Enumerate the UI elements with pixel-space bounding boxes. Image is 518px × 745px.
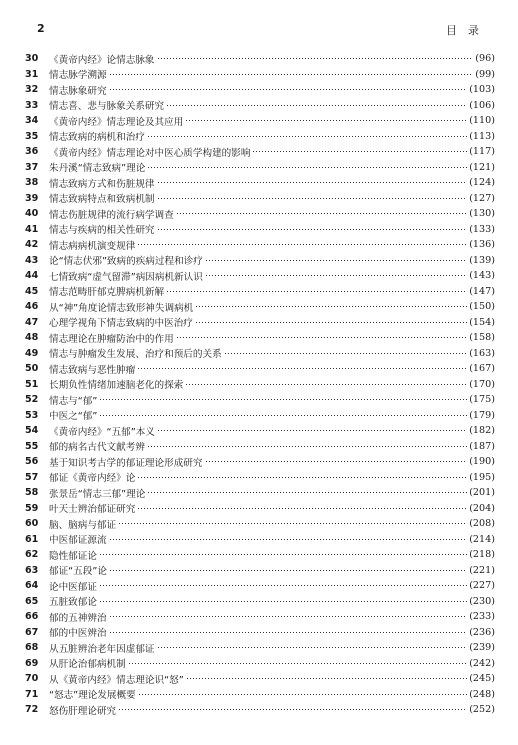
entry-number: 40 xyxy=(25,208,39,220)
entry-title: 朱丹溪“情志致病”理论 xyxy=(49,163,146,175)
entry-title: 长期负性情绪加速脑老化的探索 xyxy=(49,380,184,392)
entry-number: 62 xyxy=(25,549,39,561)
dot-leader xyxy=(137,367,467,370)
entry-number: 48 xyxy=(25,332,39,344)
entry-page-number: (117) xyxy=(469,146,495,158)
dot-leader xyxy=(109,569,467,572)
dot-leader xyxy=(147,166,467,169)
dot-leader xyxy=(137,476,467,479)
dot-leader xyxy=(195,321,467,324)
entry-number: 59 xyxy=(25,502,39,514)
toc-entry[interactable] xyxy=(25,299,495,315)
entry-page-number: (103) xyxy=(469,84,495,96)
entry-title: 情志脉象研究 xyxy=(49,85,107,97)
entry-page-number: (136) xyxy=(469,239,495,251)
dot-leader xyxy=(186,677,468,680)
toc-entry[interactable] xyxy=(25,113,495,129)
toc-entry[interactable] xyxy=(25,485,495,501)
dot-leader xyxy=(99,398,467,401)
entry-page-number: (214) xyxy=(469,533,495,545)
entry-number: 45 xyxy=(25,285,39,297)
entry-page-number: (130) xyxy=(469,208,495,220)
dot-leader xyxy=(99,553,467,556)
dot-leader xyxy=(137,243,467,246)
entry-number: 41 xyxy=(25,223,39,235)
toc-entry[interactable] xyxy=(25,547,495,563)
toc-entry[interactable] xyxy=(25,563,495,579)
toc-entry[interactable] xyxy=(25,160,495,176)
toc-entry[interactable] xyxy=(25,671,495,687)
dot-leader xyxy=(157,197,468,200)
entry-number: 43 xyxy=(25,254,39,266)
entry-title: 情志与疾病的相关性研究 xyxy=(49,225,155,237)
entry-number: 31 xyxy=(25,68,39,80)
toc-entry[interactable] xyxy=(25,609,495,625)
toc-entry[interactable] xyxy=(25,222,495,238)
dot-leader xyxy=(252,150,467,153)
dot-leader xyxy=(166,290,467,293)
entry-title: 《黄帝内经》“五郁”本义 xyxy=(49,426,155,438)
entry-title: 论“情志伏邪”致病的疾病过程和诊疗 xyxy=(49,256,203,268)
entry-page-number: (99) xyxy=(475,68,495,80)
toc-entry[interactable] xyxy=(25,144,495,160)
entry-number: 54 xyxy=(25,425,39,437)
table-of-contents xyxy=(25,51,495,718)
entry-page-number: (239) xyxy=(469,642,495,654)
entry-page-number: (182) xyxy=(469,425,495,437)
entry-title: 郁证“五段”论 xyxy=(49,566,107,578)
entry-title: 中医之“郁” xyxy=(49,411,98,423)
dot-leader xyxy=(147,445,467,448)
toc-entry[interactable] xyxy=(25,377,495,393)
dot-leader xyxy=(118,708,467,711)
entry-title: “怒志”理论发展概要 xyxy=(49,690,136,702)
dot-leader xyxy=(99,600,467,603)
entry-page-number: (96) xyxy=(475,53,495,65)
dot-leader xyxy=(205,460,468,463)
entry-number: 37 xyxy=(25,161,39,173)
entry-title: 隐性郁证论 xyxy=(49,550,97,562)
dot-leader xyxy=(99,414,467,417)
entry-number: 32 xyxy=(25,84,39,96)
entry-title: 怒伤肝理论研究 xyxy=(49,705,117,717)
toc-entry[interactable] xyxy=(25,687,495,703)
entry-page-number: (195) xyxy=(469,471,495,483)
entry-page-number: (163) xyxy=(469,347,495,359)
entry-number: 35 xyxy=(25,130,39,142)
entry-page-number: (124) xyxy=(469,177,495,189)
entry-page-number: (187) xyxy=(469,440,495,452)
entry-page-number: (227) xyxy=(469,580,495,592)
dot-leader xyxy=(118,522,467,525)
entry-number: 67 xyxy=(25,626,39,638)
entry-title: 情志范畴肝郁克脾病机新解 xyxy=(49,287,165,299)
entry-title: 情志致病方式和伤脏规律 xyxy=(49,178,155,190)
dot-leader xyxy=(109,538,468,541)
toc-entry[interactable] xyxy=(25,361,495,377)
entry-title: 情志病病机演变规律 xyxy=(49,240,136,252)
entry-title: 基于知识考古学的郁证理论形成研究 xyxy=(49,457,203,469)
entry-page-number: (233) xyxy=(469,611,495,623)
toc-entry[interactable] xyxy=(25,237,495,253)
toc-entry[interactable] xyxy=(25,51,495,67)
entry-number: 66 xyxy=(25,611,39,623)
entry-page-number: (230) xyxy=(469,595,495,607)
entry-page-number: (121) xyxy=(469,161,495,173)
entry-title: 心理学视角下情志致病的中医治疗 xyxy=(49,318,193,330)
entry-title: 郁的病名古代文献考辨 xyxy=(49,442,145,454)
toc-entry[interactable] xyxy=(25,516,495,532)
toc-entry[interactable] xyxy=(25,423,495,439)
entry-page-number: (133) xyxy=(469,223,495,235)
entry-number: 58 xyxy=(25,487,39,499)
entry-page-number: (221) xyxy=(469,564,495,576)
section-title: 目录 xyxy=(446,24,490,37)
entry-page-number: (170) xyxy=(469,378,495,390)
toc-entry[interactable] xyxy=(25,82,495,98)
entry-number: 46 xyxy=(25,301,39,313)
toc-entry[interactable] xyxy=(25,98,495,114)
entry-title: 情志脉学溯源 xyxy=(49,70,107,82)
entry-number: 39 xyxy=(25,192,39,204)
entry-number: 56 xyxy=(25,456,39,468)
entry-title: 《黄帝内经》情志理论对中医心质学构建的影响 xyxy=(49,147,251,159)
page-header xyxy=(0,22,518,40)
entry-number: 36 xyxy=(25,146,39,158)
dot-leader xyxy=(138,693,467,696)
entry-page-number: (208) xyxy=(469,518,495,530)
dot-leader xyxy=(157,57,474,60)
dot-leader xyxy=(205,274,467,277)
entry-page-number: (252) xyxy=(469,704,495,716)
dot-leader xyxy=(109,631,468,634)
toc-entry[interactable] xyxy=(25,470,495,486)
toc-entry[interactable] xyxy=(25,408,495,424)
entry-number: 30 xyxy=(25,53,39,65)
entry-title: 情志致病特点和致病机制 xyxy=(49,194,155,206)
dot-leader xyxy=(147,491,467,494)
entry-page-number: (179) xyxy=(469,409,495,421)
entry-title: 情志理论在肿瘤防治中的作用 xyxy=(49,333,174,345)
entry-title: 郁证《黄帝内经》论 xyxy=(49,473,136,485)
entry-page-number: (236) xyxy=(469,626,495,638)
entry-page-number: (147) xyxy=(469,285,495,297)
toc-entry[interactable] xyxy=(25,67,495,83)
entry-title: 情志致病的病机和治疗 xyxy=(49,132,145,144)
dot-leader xyxy=(176,212,467,215)
toc-entry[interactable] xyxy=(25,439,495,455)
entry-title: 中医郁证源流 xyxy=(49,535,107,547)
entry-title: 情志喜、悲与脉象关系研究 xyxy=(49,101,165,113)
entry-page-number: (150) xyxy=(469,301,495,313)
dot-leader xyxy=(128,662,467,665)
entry-number: 52 xyxy=(25,394,39,406)
toc-entry[interactable] xyxy=(25,625,495,641)
entry-page-number: (175) xyxy=(469,394,495,406)
dot-leader xyxy=(185,119,467,122)
entry-title: 情志致病与恶性肿瘤 xyxy=(49,364,136,376)
entry-title: 论中医郁证 xyxy=(49,581,97,593)
entry-page-number: (248) xyxy=(469,688,495,700)
entry-number: 38 xyxy=(25,177,39,189)
entry-number: 44 xyxy=(25,270,39,282)
entry-number: 50 xyxy=(25,363,39,375)
entry-page-number: (245) xyxy=(469,673,495,685)
entry-page-number: (127) xyxy=(469,192,495,204)
entry-number: 47 xyxy=(25,316,39,328)
entry-number: 71 xyxy=(25,688,39,700)
dot-leader xyxy=(176,336,467,339)
entry-page-number: (154) xyxy=(469,316,495,328)
dot-leader xyxy=(195,305,467,308)
entry-title: 《黄帝内经》情志理论及其应用 xyxy=(49,116,184,128)
dot-leader xyxy=(99,584,467,587)
entry-number: 70 xyxy=(25,673,39,685)
dot-leader xyxy=(166,104,467,107)
entry-number: 33 xyxy=(25,99,39,111)
entry-number: 34 xyxy=(25,115,39,127)
toc-entry[interactable] xyxy=(25,284,495,300)
entry-number: 64 xyxy=(25,580,39,592)
dot-leader xyxy=(137,507,467,510)
entry-page-number: (204) xyxy=(469,502,495,514)
toc-entry[interactable] xyxy=(25,532,495,548)
toc-entry[interactable] xyxy=(25,454,495,470)
entry-page-number: (106) xyxy=(469,99,495,111)
entry-title: 七情致病“虚气留滞”病因病机新认识 xyxy=(49,271,203,283)
toc-entry[interactable] xyxy=(25,640,495,656)
toc-entry[interactable] xyxy=(25,392,495,408)
entry-number: 42 xyxy=(25,239,39,251)
toc-entry[interactable] xyxy=(25,175,495,191)
dot-leader xyxy=(147,135,467,138)
entry-page-number: (139) xyxy=(469,254,495,266)
entry-number: 53 xyxy=(25,409,39,421)
entry-title: 五脏致郁论 xyxy=(49,597,97,609)
dot-leader xyxy=(185,383,467,386)
toc-entry[interactable] xyxy=(25,330,495,346)
dot-leader xyxy=(157,228,468,231)
entry-title: 郁的中医辨治 xyxy=(49,628,107,640)
entry-page-number: (201) xyxy=(469,487,495,499)
entry-number: 65 xyxy=(25,595,39,607)
entry-title: 从五脏辨治老年因虚郁证 xyxy=(49,643,155,655)
entry-title: 从肝论治郁病机制 xyxy=(49,659,126,671)
entry-title: 情志与“郁” xyxy=(49,395,98,407)
entry-number: 68 xyxy=(25,642,39,654)
entry-page-number: (167) xyxy=(469,363,495,375)
entry-page-number: (158) xyxy=(469,332,495,344)
entry-number: 55 xyxy=(25,440,39,452)
entry-title: 郁的五神辨治 xyxy=(49,612,107,624)
entry-page-number: (113) xyxy=(469,130,495,142)
page-number: 2 xyxy=(37,22,45,35)
entry-number: 60 xyxy=(25,518,39,530)
toc-entry[interactable] xyxy=(25,191,495,207)
entry-title: 从“神”角度论情志致形神失调病机 xyxy=(49,302,194,314)
entry-title: 从《黄帝内经》情志理论识“怒” xyxy=(49,674,184,686)
dot-leader xyxy=(157,429,467,432)
toc-entry[interactable] xyxy=(25,346,495,362)
entry-page-number: (190) xyxy=(469,456,495,468)
entry-title: 《黄帝内经》论情志脉象 xyxy=(49,54,155,66)
toc-entry[interactable] xyxy=(25,253,495,269)
entry-number: 51 xyxy=(25,378,39,390)
toc-entry[interactable] xyxy=(25,578,495,594)
entry-number: 49 xyxy=(25,347,39,359)
dot-leader xyxy=(205,259,467,262)
entry-number: 72 xyxy=(25,704,39,716)
dot-leader xyxy=(157,646,468,649)
entry-title: 张景岳“情志三郁”理论 xyxy=(49,488,146,500)
dot-leader xyxy=(109,73,474,76)
toc-entry[interactable] xyxy=(25,206,495,222)
dot-leader xyxy=(109,615,468,618)
toc-entry[interactable] xyxy=(25,501,495,517)
toc-entry[interactable] xyxy=(25,315,495,331)
entry-page-number: (110) xyxy=(469,115,495,127)
dot-leader xyxy=(109,88,468,91)
toc-entry[interactable] xyxy=(25,702,495,718)
entry-page-number: (143) xyxy=(469,270,495,282)
dot-leader xyxy=(157,181,468,184)
entry-number: 69 xyxy=(25,657,39,669)
entry-number: 57 xyxy=(25,471,39,483)
toc-entry[interactable] xyxy=(25,656,495,672)
entry-number: 61 xyxy=(25,533,39,545)
entry-page-number: (218) xyxy=(469,549,495,561)
entry-title: 脑、脑病与郁证 xyxy=(49,519,117,531)
entry-title: 叶天士辨治郁证研究 xyxy=(49,504,136,516)
dot-leader xyxy=(224,352,468,355)
toc-entry[interactable] xyxy=(25,268,495,284)
entry-title: 情志伤脏规律的流行病学调查 xyxy=(49,209,174,221)
entry-title: 情志与肿瘤发生发展、治疗和预后的关系 xyxy=(49,349,222,361)
entry-number: 63 xyxy=(25,564,39,576)
toc-entry[interactable] xyxy=(25,129,495,145)
toc-entry[interactable] xyxy=(25,594,495,610)
entry-page-number: (242) xyxy=(469,657,495,669)
